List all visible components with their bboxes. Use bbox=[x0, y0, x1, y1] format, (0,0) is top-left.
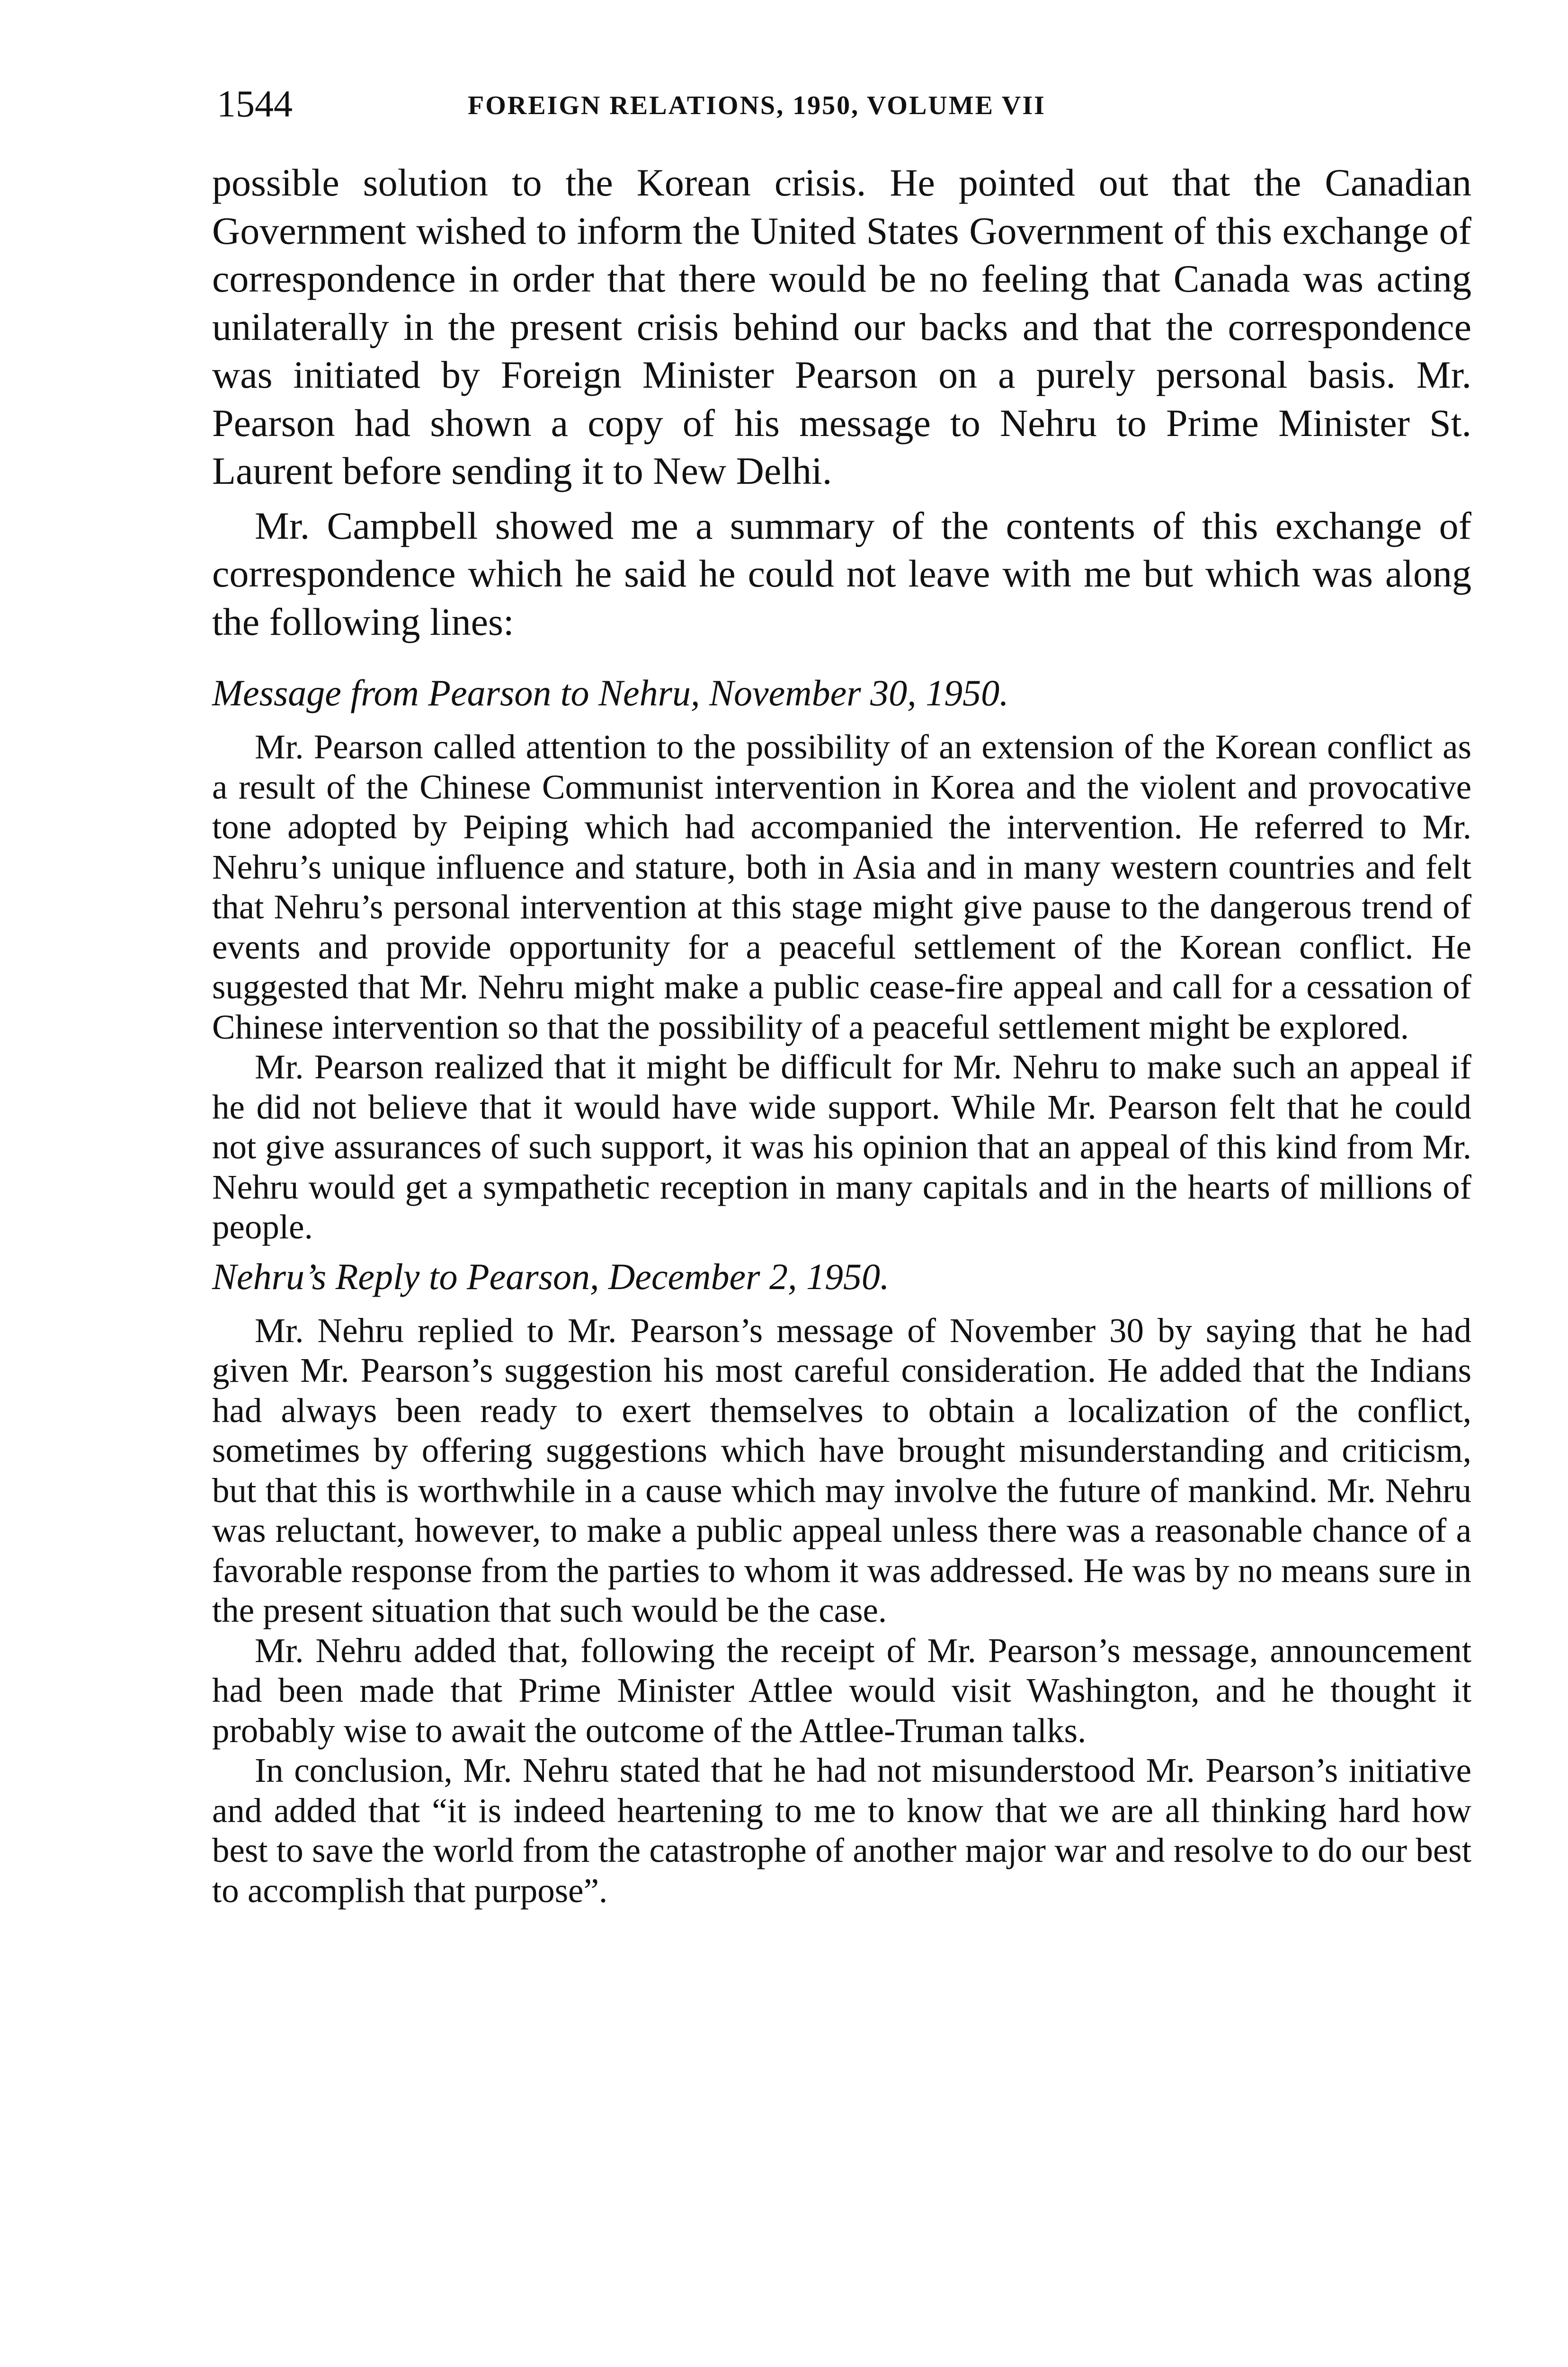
running-head bbox=[217, 80, 1467, 133]
paragraph-nehru-reply-2: Mr. Nehru added that, following the receipt of Mr. Pearson’s message, announcement had been made that Prime Minister Attlee would visit Washington, and he thought it probably wise to await the outcome of the Attlee-Truman talks. bbox=[212, 1631, 1471, 1750]
paragraph-pearson-message-2: Mr. Pearson realized that it might be difficult for Mr. Nehru to make such an appeal if he did not believe that it would have wide support. While Mr. Pearson felt that he could not give assurances of such support, it was his opinion that an appeal of this kind from Mr. Nehru would get a sympathetic reception in many capitals and in the hearts of millions of people. bbox=[212, 1048, 1471, 1246]
paragraph-pearson-message-1: Mr. Pearson called attention to the possibility of an extension of the Korean conflict as a result of the Chinese Communist intervention in Korea and the violent and provocative tone adopted by Peiping which had accompanied the intervention. He referred to Mr. Nehru’s unique influence and stature, both in Asia and in many western countries and felt that Nehru’s personal intervention at this stage might give pause to the dangerous trend of events and provide opportunity for a peaceful settlement of the Korean conflict. He suggested that Mr. Nehru might make a public cease-fire appeal and call for a cessation of Chinese intervention so that the possibility of a peaceful settlement might be explored. bbox=[212, 728, 1471, 1046]
page-number: 1544 bbox=[217, 83, 293, 125]
paragraph-intro-continuation: possible solution to the Korean crisis. He pointed out that the Canadian Government wished to inform the United States Government of this exchange of correspondence in order that there would be no feeling that Canada was acting unilaterally in the present crisis behind our backs and that the correspondence was initiated by Foreign Minister Pearson on a purely personal basis. Mr. Pearson had shown a copy of his message to Nehru to Prime Minister St. Laurent before sending it to New Delhi. bbox=[212, 161, 1471, 492]
paragraph-nehru-reply-3: In conclusion, Mr. Nehru stated that he had not misunderstood Mr. Pearson’s initiative and added that “it is indeed heartening to me to know that we are all thinking hard how best to save the world from the catastrophe of another major war and resolve to do our best to accomplish that purpose”. bbox=[212, 1751, 1471, 1910]
body-text bbox=[212, 159, 1471, 1911]
paragraph-campbell-summary: Mr. Campbell showed me a summary of the contents of this exchange of correspondence which he said he could not leave with me but which was along the following lines: bbox=[212, 504, 1471, 643]
section-heading-nehru-reply: Nehru’s Reply to Pearson, December 2, 1950. bbox=[212, 1255, 890, 1297]
section-heading-pearson-message: Message from Pearson to Nehru, November 30, 1950. bbox=[212, 672, 1009, 713]
running-title: FOREIGN RELATIONS, 1950, VOLUME VII bbox=[468, 91, 1046, 120]
paragraph-nehru-reply-1: Mr. Nehru replied to Mr. Pearson’s message of November 30 by saying that he had given Mr. Pearson’s suggestion his most careful consideration. He added that the Indians had always been ready to exert themselves to obtain a localization of the conflict, sometimes by offering suggestions which have brought misunderstanding and criticism, but that this is worthwhile in a cause which may involve the future of mankind. Mr. Nehru was reluctant, however, to make a public appeal unless there was a reasonable chance of a favorable response from the parties to whom it was addressed. He was by no means sure in the present situation that such would be the case. bbox=[212, 1311, 1471, 1629]
